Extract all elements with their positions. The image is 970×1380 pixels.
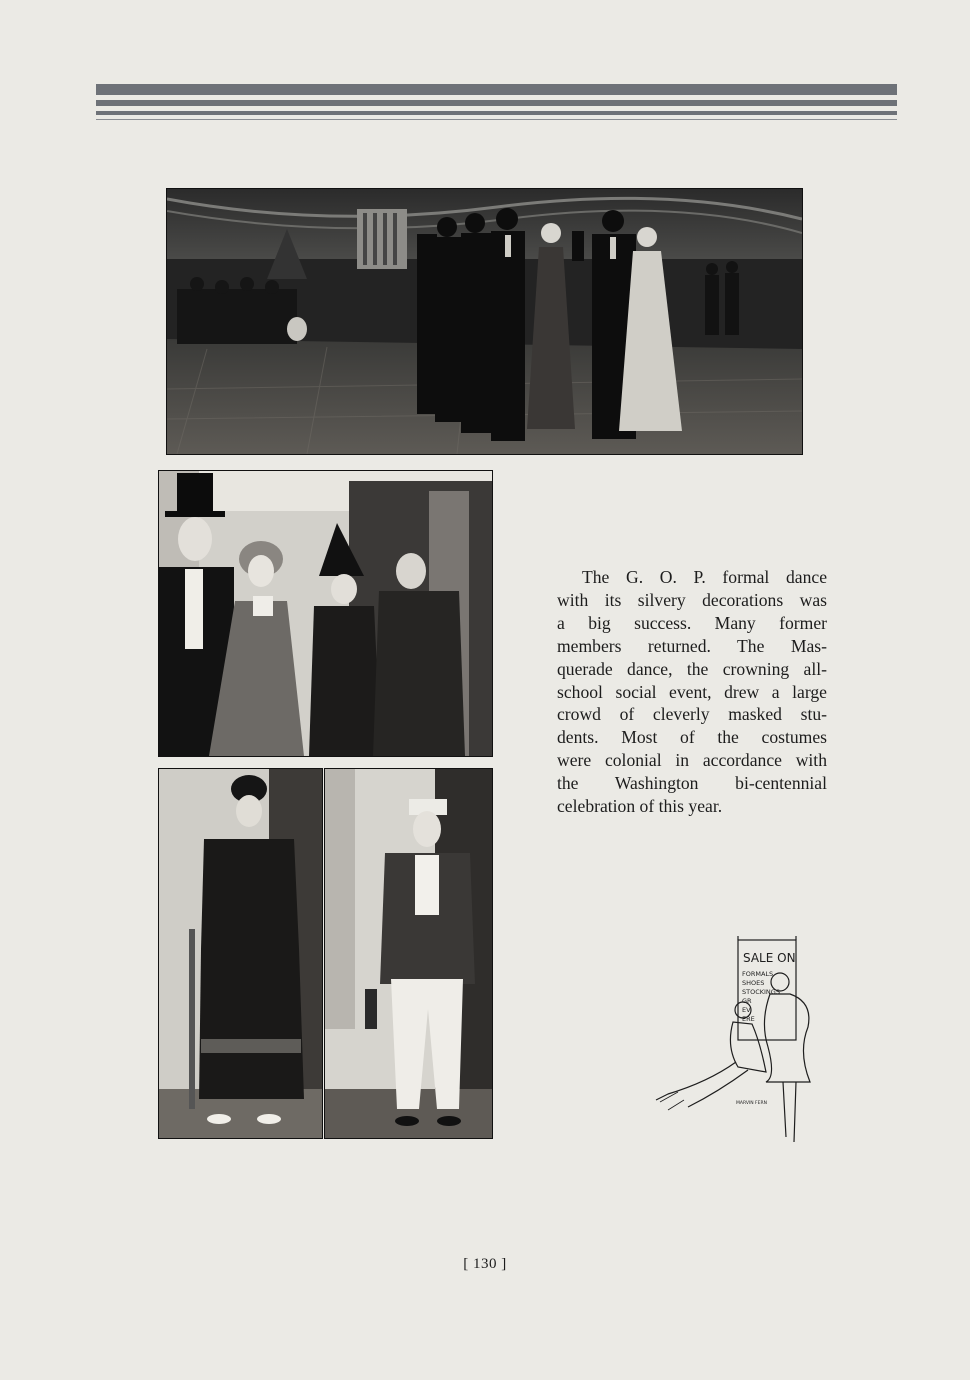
header-rule-stripe [96,100,897,106]
sign-text: GR [742,997,752,1005]
caption-line: members returned. The Mas- [557,635,827,656]
caption-line: The G. O. P. formal dance [582,567,827,587]
caption-line: school social event, drew a large [557,681,827,702]
caption-line: celebration of this year. [557,796,723,817]
header-rule-stripe [96,84,897,95]
caption-line: with its silvery decorations was [557,589,827,610]
sign-text: STOCKINGS [742,988,780,996]
sign-text: EV [742,1006,751,1014]
sign-text: SALE ON [743,951,796,965]
formal-dance-photo [166,188,803,455]
header-rule-stripe [96,111,897,115]
shopping-sketch-illustration [648,932,828,1147]
costume-portrait-right [324,768,493,1139]
caption-line: querade dance, the crowning all- [557,658,827,679]
page-number: [ 130 ] [463,1256,507,1272]
sign-text: SHOES [742,979,765,987]
masquerade-group-photo [158,470,493,757]
costume-portrait-left [158,768,323,1139]
caption-line: were colonial in accordance with [557,750,827,771]
illustrator-signature: MARVIN FERN [736,1101,767,1106]
caption-line: crowd of cleverly masked stu- [557,704,827,725]
sign-text: ERE [742,1015,755,1023]
sign-text: FORMALS [742,970,774,978]
caption-line: dents. Most of the costumes [557,727,827,748]
event-caption [557,566,827,818]
caption-line: a big success. Many former [557,612,827,633]
header-rule-stripe [96,119,897,120]
caption-line: the Washington bi-centennial [557,773,827,794]
